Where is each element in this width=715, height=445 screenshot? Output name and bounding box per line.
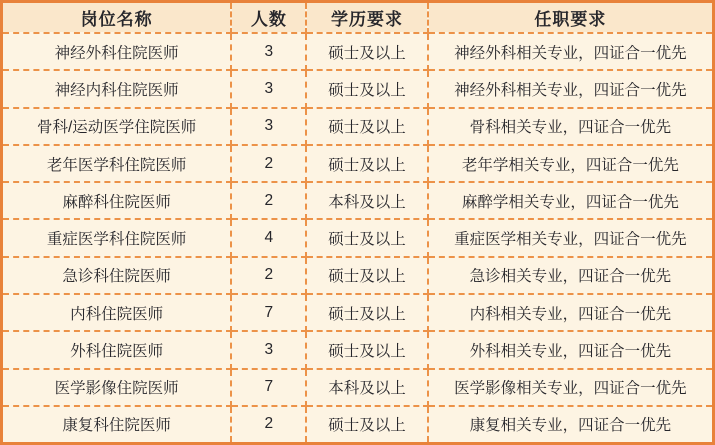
- cell-position: 麻醉科住院医师: [3, 182, 231, 219]
- column-header-education: 学历要求: [306, 3, 427, 33]
- cell-position: 神经内科住院医师: [3, 70, 231, 107]
- cell-position: 医学影像住院医师: [3, 369, 231, 406]
- cell-requirement: 神经外科相关专业，四证合一优先: [428, 70, 712, 107]
- cell-position: 老年医学科住院医师: [3, 145, 231, 182]
- cell-education: 硕士及以上: [306, 70, 427, 107]
- table-row: [3, 108, 712, 145]
- table-row: [3, 406, 712, 442]
- cell-requirement: 骨科相关专业，四证合一优先: [428, 108, 712, 145]
- column-header-count: 人数: [231, 3, 306, 33]
- cell-education: 硕士及以上: [306, 108, 427, 145]
- cell-count: 3: [231, 70, 306, 107]
- cell-position: 骨科/运动医学住院医师: [3, 108, 231, 145]
- cell-count: 4: [231, 219, 306, 256]
- table-row: [3, 294, 712, 331]
- cell-count: 2: [231, 145, 306, 182]
- table-row: [3, 369, 712, 406]
- cell-position: 内科住院医师: [3, 294, 231, 331]
- cell-position: 急诊科住院医师: [3, 257, 231, 294]
- cell-requirement: 内科相关专业，四证合一优先: [428, 294, 712, 331]
- cell-requirement: 急诊相关专业，四证合一优先: [428, 257, 712, 294]
- cell-education: 硕士及以上: [306, 331, 427, 368]
- cell-education: 硕士及以上: [306, 406, 427, 442]
- table-row: [3, 257, 712, 294]
- table-row: [3, 33, 712, 70]
- recruitment-table: [3, 3, 712, 442]
- cell-requirement: 麻醉学相关专业，四证合一优先: [428, 182, 712, 219]
- table-body: [3, 33, 712, 442]
- cell-position: 重症医学科住院医师: [3, 219, 231, 256]
- cell-count: 3: [231, 33, 306, 70]
- cell-requirement: 医学影像相关专业，四证合一优先: [428, 369, 712, 406]
- cell-position: 神经外科住院医师: [3, 33, 231, 70]
- cell-education: 本科及以上: [306, 182, 427, 219]
- cell-requirement: 外科相关专业，四证合一优先: [428, 331, 712, 368]
- cell-education: 硕士及以上: [306, 257, 427, 294]
- cell-education: 硕士及以上: [306, 33, 427, 70]
- cell-education: 硕士及以上: [306, 145, 427, 182]
- column-header-position: 岗位名称: [3, 3, 231, 33]
- cell-count: 2: [231, 257, 306, 294]
- cell-count: 2: [231, 406, 306, 442]
- header-row: [3, 3, 712, 33]
- cell-count: 7: [231, 369, 306, 406]
- cell-count: 3: [231, 108, 306, 145]
- table-row: [3, 219, 712, 256]
- cell-education: 本科及以上: [306, 369, 427, 406]
- cell-position: 外科住院医师: [3, 331, 231, 368]
- cell-position: 康复科住院医师: [3, 406, 231, 442]
- cell-count: 2: [231, 182, 306, 219]
- cell-requirement: 康复相关专业，四证合一优先: [428, 406, 712, 442]
- table-row: [3, 331, 712, 368]
- column-header-requirement: 任职要求: [428, 3, 712, 33]
- cell-education: 硕士及以上: [306, 294, 427, 331]
- table-row: [3, 145, 712, 182]
- cell-requirement: 老年学相关专业，四证合一优先: [428, 145, 712, 182]
- cell-count: 3: [231, 331, 306, 368]
- table-row: [3, 70, 712, 107]
- cell-count: 7: [231, 294, 306, 331]
- cell-requirement: 重症医学相关专业，四证合一优先: [428, 219, 712, 256]
- cell-education: 硕士及以上: [306, 219, 427, 256]
- table-row: [3, 182, 712, 219]
- cell-requirement: 神经外科相关专业，四证合一优先: [428, 33, 712, 70]
- table-header: [3, 3, 712, 33]
